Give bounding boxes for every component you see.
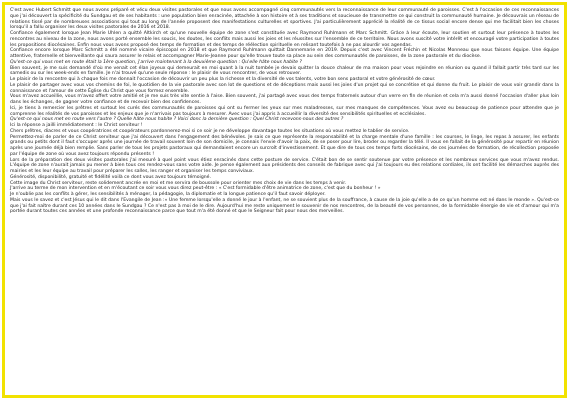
document-frame bbox=[2, 2, 567, 398]
paragraph: Je n'oublie pas les conflits à gérer, les sensibilités à ménager, la pédagogie, la diplomatie et la longue patience qu'il faut savoir déployer. bbox=[10, 192, 326, 197]
paragraph: Confiance également lorsque Jean Marie Uhlen a quitté Altkirch et qu'une nouvelle équipe de zone s'est constituée avec Raymond Ruhlmann et Marc Schmitt. Grâce à leur écoute, leur soutien et surtout leur présence à toutes les rencontres au niveau de la zone, nous avons porté ensemble les soucis, les doutes, les conflits mais aussi les joies et les réussites sur l'ensemble de ce territoire. Nous avons suscité votre intérêt et encouragé votre participation à toutes les propositions diocésaines. Enfin nous vous avons proposé des temps de formation et des temps de réélection spirituelle en relisant toutefois à ne pas alourdir vos agendas. bbox=[10, 31, 559, 48]
paragraph: J'arrive au terme de mon intervention et en m'écoutant ce soir vous vous direz peut-être : « C'est formidable d'être animatrice de zone, c'est que du bonheur ! » bbox=[10, 186, 381, 192]
question-heading: Qu'est-ce qui vous met en route était la 1ère question, j'arrive maintenant à la deuxième question : Qu'elle hâte nous habite ? bbox=[10, 59, 302, 65]
paragraph: Mais vous le savez et c'est Jésus qui le dit dans l'Evangile de Jean :« Une femme lorsqu'elle a donné le jour à l'enfant, ne se souvient plus de la souffrance, à cause de la joie qu'elle a de ce qu'un homme est né dans le monde ». Qu'est-ce que j'ai fait naître durant ces 10 années dans le Sundgau ? Ce n'est pas à moi de le dire. Aujourd'hui me reste uniquement le souvenir de nos rencontres, de la beauté de vos personnes, de la formidable énergie de vie et d'amour qui m'a portée durant toutes ces années et une profonde reconnaissance parce que tout m'a été donné et que le Seigneur fait pour nous des merveilles. bbox=[10, 197, 559, 215]
paragraph: C'est avec Hubert Schmitt que nous avons préparé et vécu deux visites pastorales et que nous avons accompagné cinq communautés vers la reconnaissance de leur communauté de paroisses. C'est à l'occasion de ces reconnaissances que j'ai découvert la spécificité du Sundgau et de ses habitants : une population bien enracinée, attachée à son histoire et à ses traditions et soucieuse de transmettre ce qui construit la communauté humaine. Je découvrais un réseau de relations tissé par de nombreuses associations qui tout au long de l'année proposent des manifestations culturelles et sportives. J'ai particulièrement apprécié la réalité de ce tissus social encore dense qui me facilitait bien les choses lorsqu'il a fallu organiser les deux visites pastorales de 2016 et 2018. bbox=[10, 8, 559, 31]
paragraph: Vous m'avez accueillie, vous m'avez offert votre amitié et je me suis très vite sentie à l'aise. Bien souvent, j'ai partagé avec vous des temps fraternels autour d'un verre en fin de réunion et cela m'a aussi donné l'occasion d'aller plus loin dans les échanges, de gagner votre confiance et de recevoir bien des confidences. bbox=[10, 94, 559, 105]
paragraph: Chers prêtres, diacres et vous coopératrices et coopérateurs pardonnerez-moi si ce soir je ne développe davantage toutes les situations où vous mettez le tablier de service. bbox=[10, 128, 410, 134]
document-body bbox=[10, 8, 559, 215]
paragraph: Permettez-moi de parler de ce Christ serviteur que j'ai découvert dans l'engagement des bénévoles. Je sais ce que représente la responsabilité et la charge mentale d'une famille : les courses, le linge, les repas à assurer, les enfants grands ou petits dont il faut s'occuper après une journée de travail souvent loin de son domicile, je connais l'envie d'avoir la paix, de se poser pour lire, broder ou regarder la télé. Il vous en fallait de la générosité pour repartir en réunion après une journée déjà bien remplie. Sans parler de tous les projets pastoraux qui demandaient encore un surcroît d'investissement. Et que dire de tous ces temps forts diocésains, de ces journées de formation, de récollection proposée par l'équipe de zone où vous avez toujours répondu présents ! bbox=[10, 134, 559, 157]
paragraph: Lors de la préparation des deux visites pastorales j'ai mesuré à quel point vous étiez enracinés dans cette posture de service. C'était bon de se sentir soutenue par votre présence et les nombreux services que vous m'avez rendus. L'équipe de zone n'aurait jamais pu mener à bien tous ces rendez-vous sans votre aide. Je pense également aux présidents des conseils de fabrique avec qui j'ai toujours eu des relations cordiales, ils ont facilité les démarches auprès des mairies et les leur équipe au travail pour préparer les salles, les ranger et organiser les temps conviviaux. bbox=[10, 157, 559, 174]
paragraph: Générosité, disponibilité, gratuité et fidélité voilà ce dont vous avez toujours témoigné. bbox=[10, 174, 211, 180]
paragraph: Cette image du Christ serviteur, reste solidement ancrée en moi et me servira de boussole pour orienter mes choix de vie dans les temps à venir. bbox=[10, 180, 347, 186]
paragraph: Le plaisir de la rencontre qui à chaque fois me donnait l'occasion de découvrir un peu plus la richesse et la diversité de vos talents, votre bon sens pastoral et votre générosité de cœur. bbox=[10, 77, 436, 82]
paragraph: Ici la réponse a jailli immédiatement : le Christ serviteur ! bbox=[10, 123, 143, 128]
paragraph: Le plaisir de partager avec vous vos chemins de foi, le quotidien de la vie pastorale avec son lot de questions et de déceptions mais aussi les joies d'un projet qui se concrétise et qui donne du fruit. Le plaisir de vous voir grandir dans la connaissance et l'amour de cette Église du Christ que vous formez ensemble. bbox=[10, 82, 559, 94]
paragraph: Bien souvent, je me suis demandé d'où me venait cet élan joyeux qui demeurait en moi quant à la nuit tombée je devais quitter la douce chaleur de ma maison pour vous rejoindre en réunion ou quand il fallait partir très tard sur les samedis ou sur les week-ends en famille. Je n'ai trouvé qu'une seule réponse : le plaisir de vous rencontrer, de vous retrouver. bbox=[10, 65, 559, 77]
question-heading: Qu'est-ce qui nous met en route vers l'autre ? Quelle hâte nous habite ? Voici donc la dernière question : Quel Christ recevons-nous des autres ? bbox=[10, 117, 344, 123]
paragraph: Ici, je tiens à remercier les prêtres et surtout les curés des communautés de paroisses qui ont su fermer les yeux sur mes maladresses, sur mes manques de compétences. Vous avez eu beaucoup de patience pour attendre que je comprenne les réalités de vos paroisses et les enjeux que je n'arrivais pas toujours à mesurer. Avec vous j'ai appris à accueillir la diversité des sensibilités spirituelles et ecclésiales. bbox=[10, 105, 559, 117]
paragraph: Confiance encore lorsque Marc Schmitt a été nommé vicaire épiscopal en 2018 et que Raymond Ruhlmann quittait Dannemarie en 2019. Depuis c'est avec Vincent Fréchin et Nicolas Monneau que nous faisons équipe. Une équipe attentive, fraternelle et bienveillante qui saura assurer le relais et accompagner Marie-Jeanne pour qu'elle trouve toute sa place au sein des communautés de paroisses, de la zone pastorale et du diocèse. bbox=[10, 48, 559, 59]
